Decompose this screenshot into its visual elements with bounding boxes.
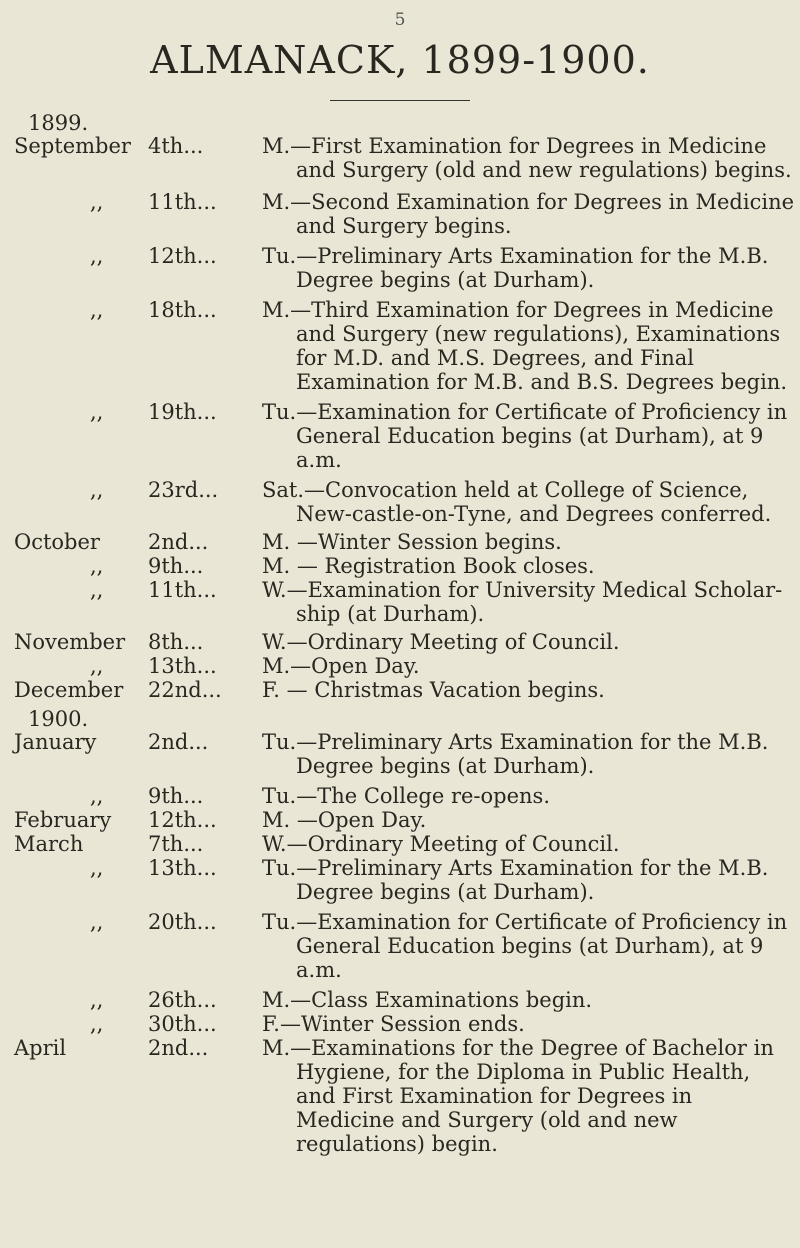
entry-description: Tu.—Examination for Certificate of Proficiency in General Education begins (at Durham), at 9 a.m. [262, 910, 788, 982]
page-number: 5 [394, 10, 406, 30]
entry-month: November [14, 630, 126, 654]
entry-month: ,, [90, 400, 104, 424]
almanack-entry [0, 244, 800, 292]
entry-description: M. —Winter Session begins. [262, 530, 562, 554]
almanack-entry [0, 298, 800, 394]
almanack-entry [0, 678, 800, 702]
entry-day: 9th... [148, 784, 204, 808]
entry-month: ,, [90, 298, 104, 322]
almanack-entry [0, 554, 800, 578]
entry-day: 2nd... [148, 1036, 209, 1060]
entry-description: M.—Open Day. [262, 654, 420, 678]
entry-day: 19th... [148, 400, 217, 424]
entry-month: September [14, 134, 131, 158]
entry-month: ,, [90, 856, 104, 880]
entry-day: 26th... [148, 988, 217, 1012]
entry-month: March [14, 832, 84, 856]
entry-description: W.—Examination for University Medical Scholar-ship (at Durham). [262, 578, 783, 626]
entry-description: M.—Examinations for the Degree of Bachelor in Hygiene, for the Diploma in Public Health, and First Examination for Degrees in Medicine and Surgery (old and new regulations) begin. [262, 1036, 774, 1156]
almanack-entry [0, 190, 800, 238]
almanack-entry [0, 654, 800, 678]
entry-day: 8th... [148, 630, 204, 654]
entry-day: 9th... [148, 554, 204, 578]
entry-description: M.—Second Examination for Degrees in Medicine and Surgery begins. [262, 190, 795, 238]
entry-day: 13th... [148, 856, 217, 880]
entry-month: ,, [90, 190, 104, 214]
almanack-entry [0, 707, 800, 778]
entry-month: ,, [90, 1012, 104, 1036]
almanack-entry [0, 1012, 800, 1036]
almanack-entry [0, 808, 800, 832]
entry-day: 2nd... [148, 730, 209, 754]
entry-month: October [14, 530, 100, 554]
entry-day: 7th... [148, 832, 204, 856]
entry-month: ,, [90, 910, 104, 934]
entry-description: Tu.—Preliminary Arts Examination for the M.B. Degree begins (at Durham). [262, 730, 769, 778]
entry-day: 20th... [148, 910, 217, 934]
entry-day: 12th... [148, 808, 217, 832]
entry-day: 12th... [148, 244, 217, 268]
entry-description: M.—First Examination for Degrees in Medicine and Surgery (old and new regulations) begins. [262, 134, 792, 182]
entry-month: ,, [90, 578, 104, 602]
entry-day: 11th... [148, 190, 217, 214]
entry-month: ,, [90, 244, 104, 268]
entry-day: 22nd... [148, 678, 222, 702]
entry-month: ,, [90, 654, 104, 678]
entry-description: M. —Open Day. [262, 808, 427, 832]
entry-description: Sat.—Convocation held at College of Science, New-castle-on-Tyne, and Degrees conferred. [262, 478, 772, 526]
entry-day: 4th... [148, 134, 204, 158]
almanack-entry [0, 530, 800, 554]
entry-description: Tu.—Preliminary Arts Examination for the M.B. Degree begins (at Durham). [262, 244, 769, 292]
entry-description: F. — Christmas Vacation begins. [262, 678, 605, 702]
entry-description: F.—Winter Session ends. [262, 1012, 525, 1036]
year-label: 1899. [28, 111, 89, 135]
almanack-entry [0, 578, 800, 626]
entry-description: W.—Ordinary Meeting of Council. [262, 832, 620, 856]
almanack-entry [0, 630, 800, 654]
page-title: ALMANACK, 1899-1900. [150, 38, 650, 82]
almanack-entry [0, 910, 800, 982]
entry-day: 13th... [148, 654, 217, 678]
almanack-entry [0, 784, 800, 808]
entry-month: February [14, 808, 112, 832]
entry-description: M. — Registration Book closes. [262, 554, 595, 578]
almanack-entry [0, 1036, 800, 1156]
entry-description: Tu.—Preliminary Arts Examination for the M.B. Degree begins (at Durham). [262, 856, 769, 904]
entry-month: April [14, 1036, 67, 1060]
entry-month: January [14, 730, 97, 754]
entry-month: ,, [90, 988, 104, 1012]
almanack-entry [0, 478, 800, 526]
entry-month: ,, [90, 478, 104, 502]
almanack-entries [0, 111, 800, 1156]
almanack-entry [0, 400, 800, 472]
entry-day: 30th... [148, 1012, 217, 1036]
almanack-entry [0, 111, 800, 182]
year-label: 1900. [28, 707, 89, 731]
almanack-entry [0, 832, 800, 856]
entry-month: ,, [90, 554, 104, 578]
entry-description: W.—Ordinary Meeting of Council. [262, 630, 620, 654]
almanack-entry [0, 856, 800, 904]
entry-month: ,, [90, 784, 104, 808]
entry-day: 23rd... [148, 478, 219, 502]
title-rule [330, 100, 470, 101]
entry-day: 2nd... [148, 530, 209, 554]
entry-description: M.—Third Examination for Degrees in Medicine and Surgery (new regulations), Examinations for M.D. and M.S. Degrees, and Final Examination for M.B. and B.S. Degrees begin. [262, 298, 787, 394]
entry-description: Tu.—Examination for Certificate of Proficiency in General Education begins (at Durham), at 9 a.m. [262, 400, 788, 472]
entry-month: December [14, 678, 124, 702]
entry-day: 18th... [148, 298, 217, 322]
entry-description: Tu.—The College re-opens. [262, 784, 551, 808]
entry-description: M.—Class Examinations begin. [262, 988, 593, 1012]
entry-day: 11th... [148, 578, 217, 602]
almanack-entry [0, 988, 800, 1012]
